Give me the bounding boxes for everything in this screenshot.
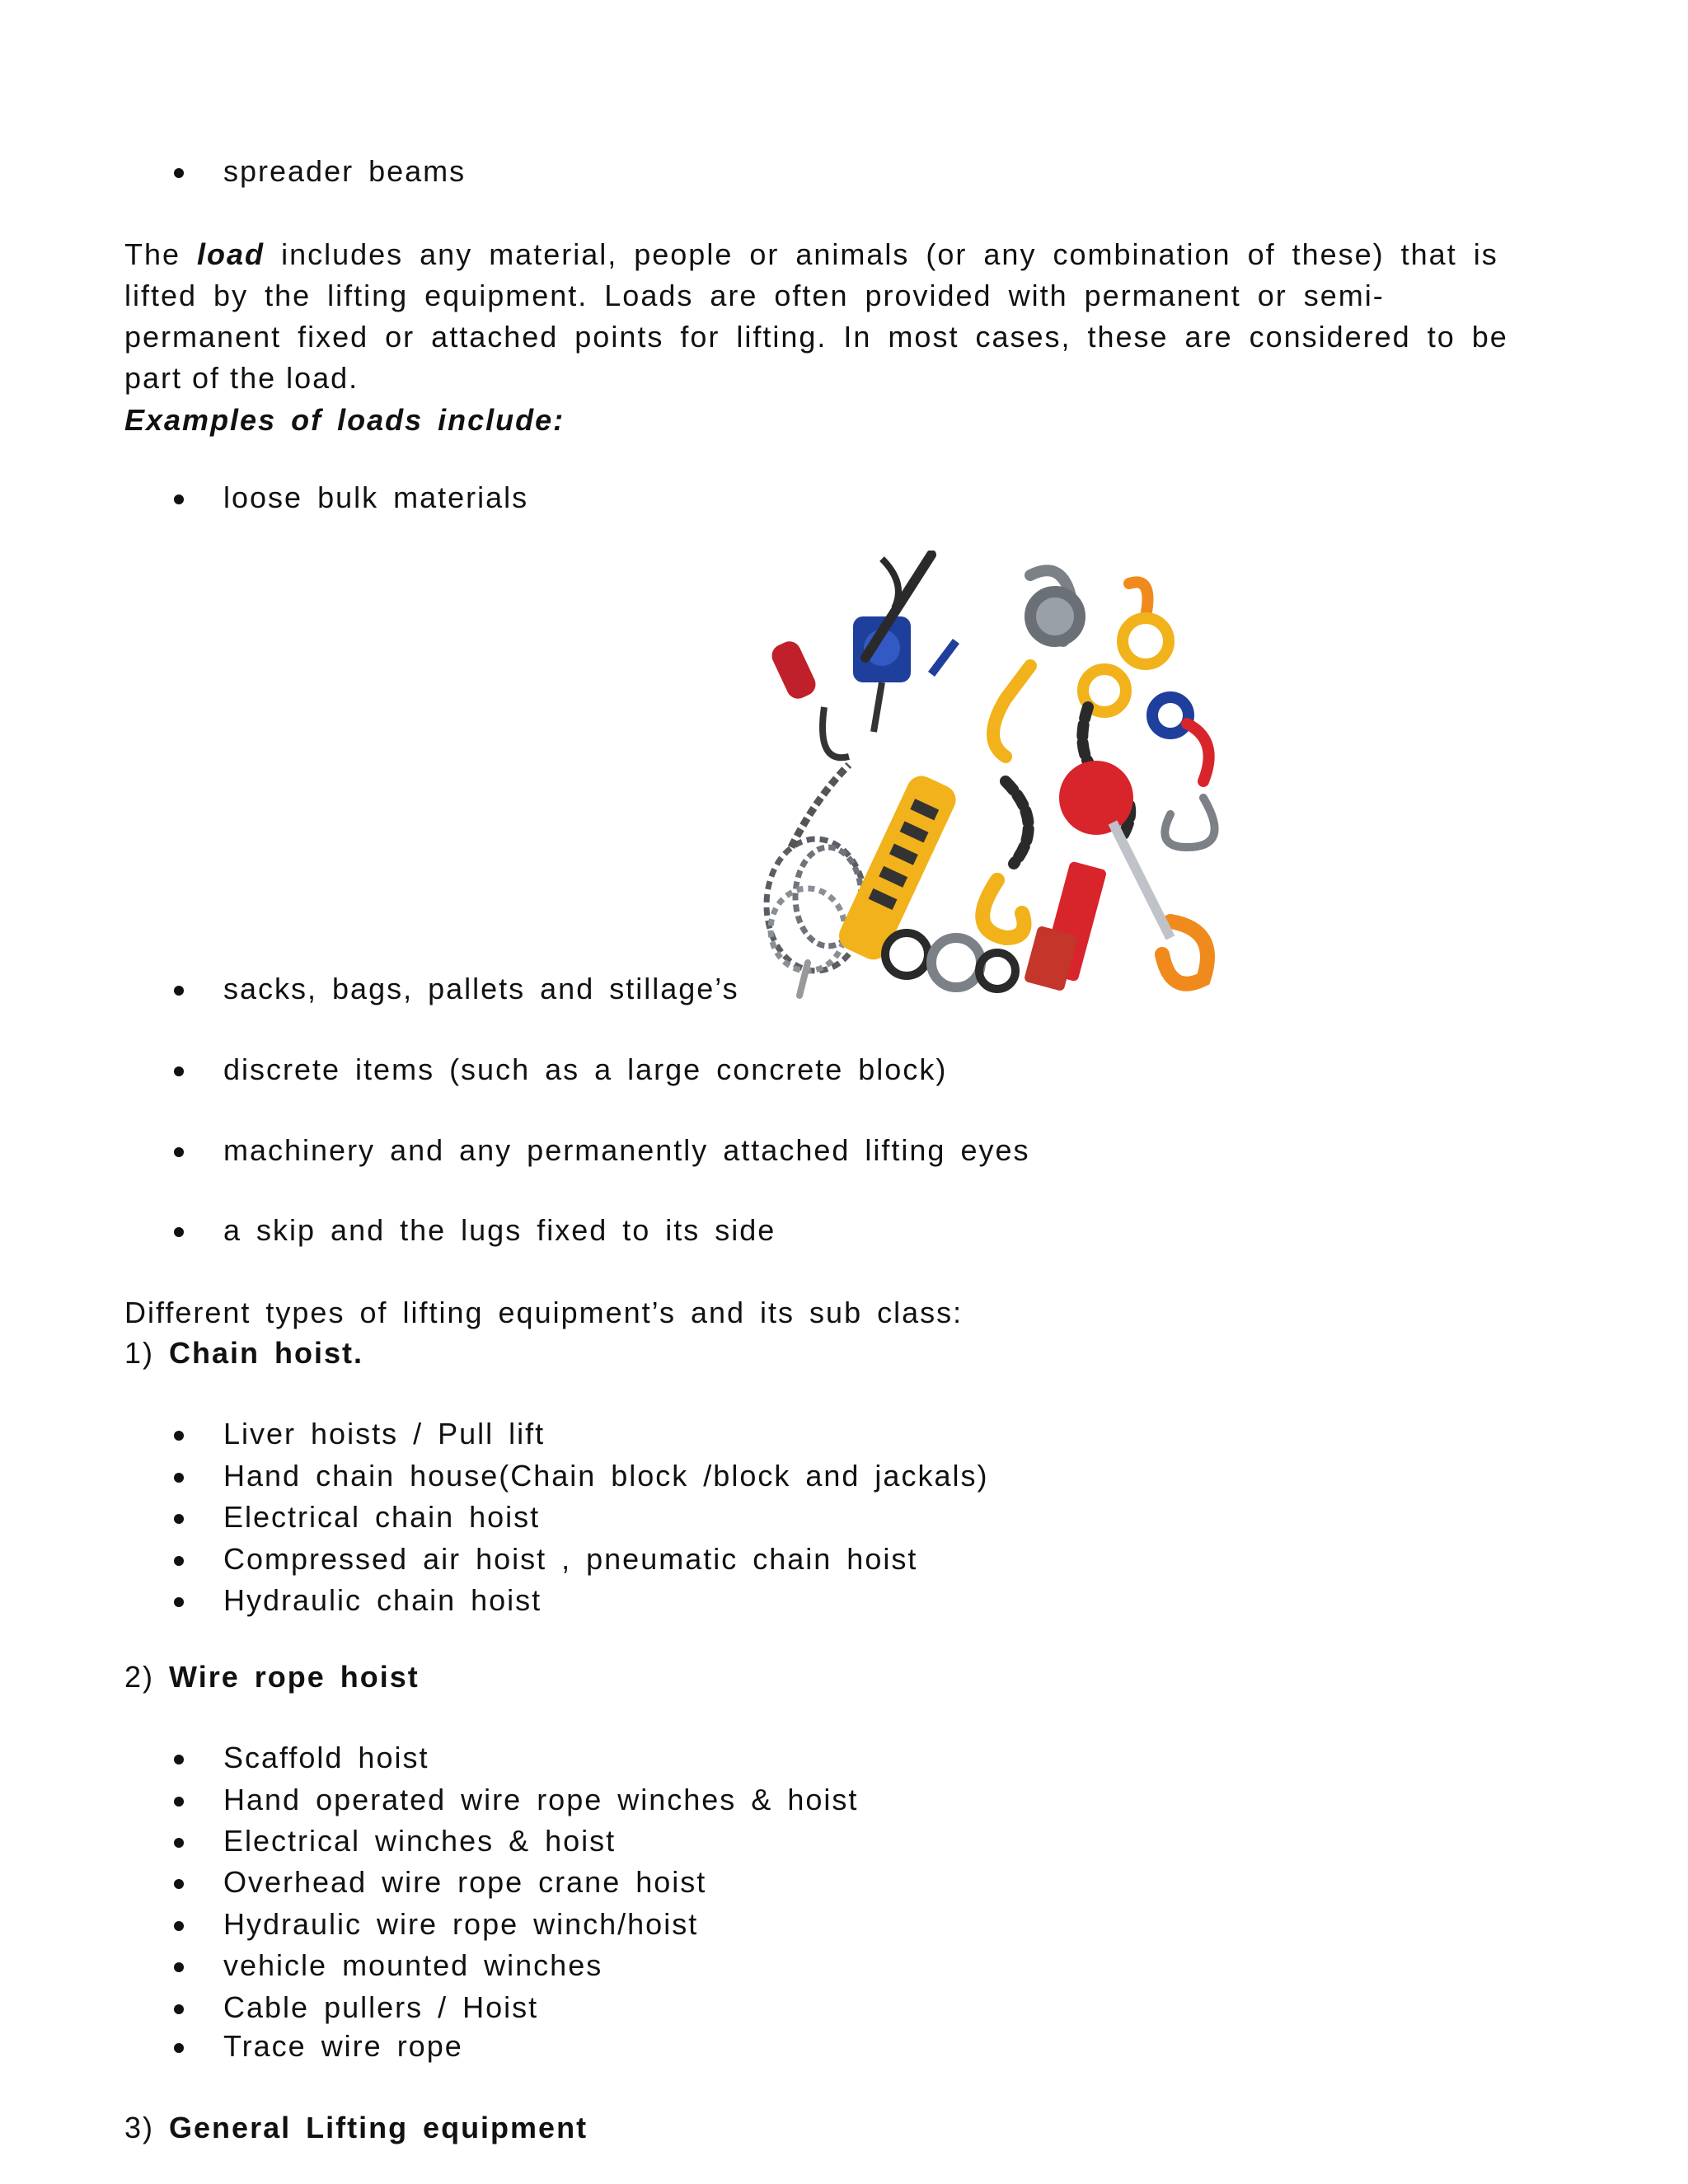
- bullet: [174, 1431, 184, 1441]
- section-heading: 3) General Lifting equipment: [124, 2111, 588, 2144]
- bullet: [174, 1962, 184, 1972]
- list-item: Liver hoists / Pull lift: [223, 1417, 546, 1451]
- paragraph-line: lifted by the lifting equipment. Loads are often provided with permanent or semi-: [124, 279, 1385, 312]
- bullet: [174, 1473, 184, 1483]
- list-item: Cable pullers / Hoist: [223, 1990, 539, 2024]
- list-item: sacks, bags, pallets and stillage’s: [223, 972, 739, 1005]
- paragraph-line: permanent fixed or attached points for lifting. In most cases, these are considered to be: [124, 320, 1508, 354]
- list-item: Overhead wire rope crane hoist: [223, 1865, 707, 1899]
- bullet: [174, 1921, 184, 1931]
- section-title: Wire rope hoist: [169, 1660, 420, 1694]
- load-paragraph: [124, 234, 1534, 399]
- lifting-equipment-photo: [758, 551, 1232, 1002]
- list-item: spreader beams: [223, 154, 467, 188]
- list-item: loose bulk materials: [223, 480, 529, 514]
- bullet: [174, 1066, 184, 1076]
- load-term: load: [197, 237, 265, 271]
- bullet: [174, 2004, 184, 2014]
- list-item: discrete items (such as a large concrete block): [223, 1052, 948, 1086]
- list-item: a skip and the lugs fixed to its side: [223, 1213, 776, 1247]
- types-intro: Different types of lifting equipment’s and its sub class:: [124, 1296, 964, 1329]
- bullet: [174, 1597, 184, 1607]
- paragraph-line: part of the load.: [124, 361, 359, 395]
- bullet: [174, 1797, 184, 1807]
- bullet: [174, 1227, 184, 1237]
- list-item: Hydraulic chain hoist: [223, 1583, 542, 1617]
- paragraph-line: The load includes any material, people or animals (or any combination of these) that is: [124, 237, 1498, 271]
- list-item: Electrical winches & hoist: [223, 1824, 617, 1858]
- bullet: [174, 494, 184, 504]
- bullet: [174, 986, 184, 996]
- list-item: Trace wire rope: [223, 2029, 463, 2063]
- list-item: machinery and any permanently attached lifting eyes: [223, 1133, 1030, 1167]
- bullet: [174, 168, 184, 178]
- list-item: vehicle mounted winches: [223, 1948, 603, 1982]
- list-item: Hand chain house(Chain block /block and jackals): [223, 1459, 989, 1493]
- bullet: [174, 2043, 184, 2053]
- bullet: [174, 1556, 184, 1566]
- list-item: Hand operated wire rope winches & hoist: [223, 1783, 859, 1816]
- list-item: Compressed air hoist , pneumatic chain hoist: [223, 1542, 918, 1576]
- bullet: [174, 1838, 184, 1848]
- bullet: [174, 1514, 184, 1524]
- bullet: [174, 1755, 184, 1765]
- section-title: General Lifting equipment: [169, 2111, 588, 2144]
- section-heading: 2) Wire rope hoist: [124, 1660, 420, 1694]
- examples-heading: Examples of loads include:: [124, 403, 565, 437]
- list-item: Scaffold hoist: [223, 1741, 429, 1774]
- bullet: [174, 1879, 184, 1889]
- list-item: Electrical chain hoist: [223, 1500, 541, 1534]
- list-item: Hydraulic wire rope winch/hoist: [223, 1907, 699, 1941]
- bullet: [174, 1147, 184, 1157]
- section-title: Chain hoist.: [169, 1336, 364, 1370]
- section-heading: 1) Chain hoist.: [124, 1336, 364, 1370]
